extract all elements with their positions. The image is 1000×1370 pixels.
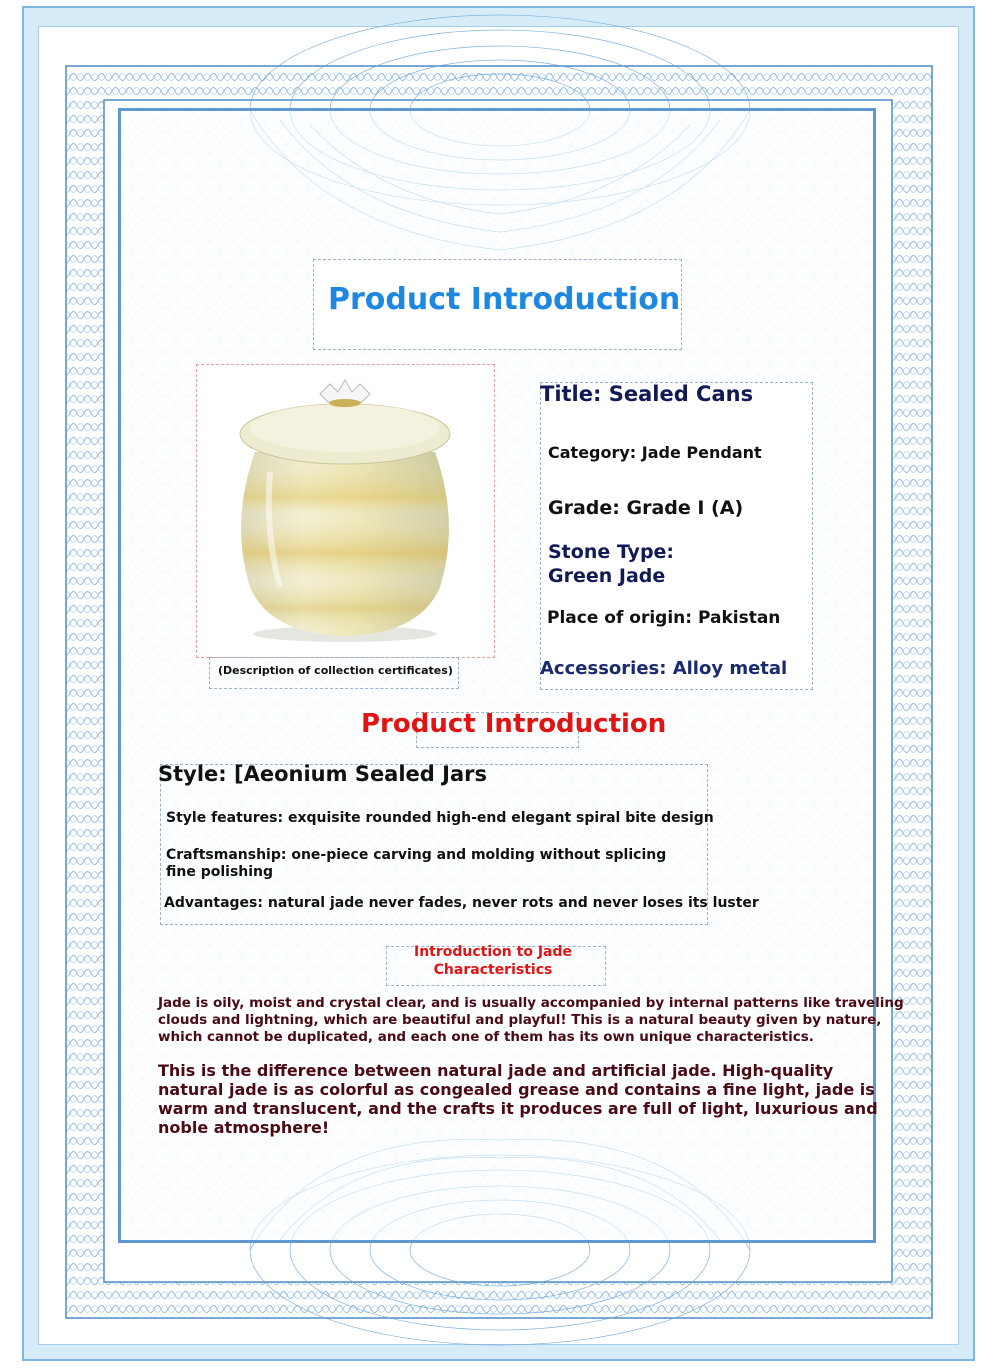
image-caption: (Description of collection certificates): [218, 664, 453, 677]
section3-title: Introduction to Jade: [414, 944, 572, 960]
spec-stone-type-value: Green Jade: [548, 565, 666, 587]
jade-paragraph-1: Jade is oily, moist and crystal clear, and is usually accompanied by internal patterns like traveling: [158, 995, 904, 1011]
page-title: Product Introduction: [328, 282, 681, 317]
spec-grade: Grade: Grade I (A): [548, 497, 744, 519]
jade-paragraph-2-line4: noble atmosphere!: [158, 1118, 330, 1137]
jade-paragraph-1-line2: clouds and lightning, which are beautiful and playful! This is a natural beauty given by nature,: [158, 1012, 882, 1028]
spec-stone-type: Stone Type:: [548, 541, 675, 563]
craftsmanship: Craftsmanship: one-piece carving and molding without splicing: [166, 847, 667, 863]
spec-origin: Place of origin: Pakistan: [547, 608, 781, 628]
jade-paragraph-2-line3: warm and translucent, and the crafts it produces are full of light, luxurious and: [158, 1099, 878, 1118]
jade-paragraph-1-line3: which cannot be duplicated, and each one of them has its own unique characteristics.: [158, 1029, 814, 1045]
jade-paragraph-2: This is the difference between natural jade and artificial jade. High-quality: [158, 1061, 834, 1080]
advantages: Advantages: natural jade never fades, never rots and never loses its luster: [164, 895, 759, 911]
style-name: Style: [Aeonium Sealed Jars: [158, 762, 487, 786]
jade-paragraph-2-line2: natural jade is as colorful as congealed grease and contains a fine light, jade is: [158, 1080, 875, 1099]
section3-title-line2: Characteristics: [433, 962, 553, 978]
jade-jar-image: [210, 372, 480, 652]
specs-box: [540, 382, 813, 690]
craftsmanship-line2: fine polishing: [166, 864, 274, 880]
spec-category: Category: Jade Pendant: [548, 443, 762, 462]
section2-title: Product Introduction: [361, 709, 667, 739]
spec-accessories: Accessories: Alloy metal: [540, 658, 788, 679]
style-features: Style features: exquisite rounded high-end elegant spiral bite design: [166, 810, 714, 826]
spec-title: Title: Sealed Cans: [540, 382, 754, 406]
